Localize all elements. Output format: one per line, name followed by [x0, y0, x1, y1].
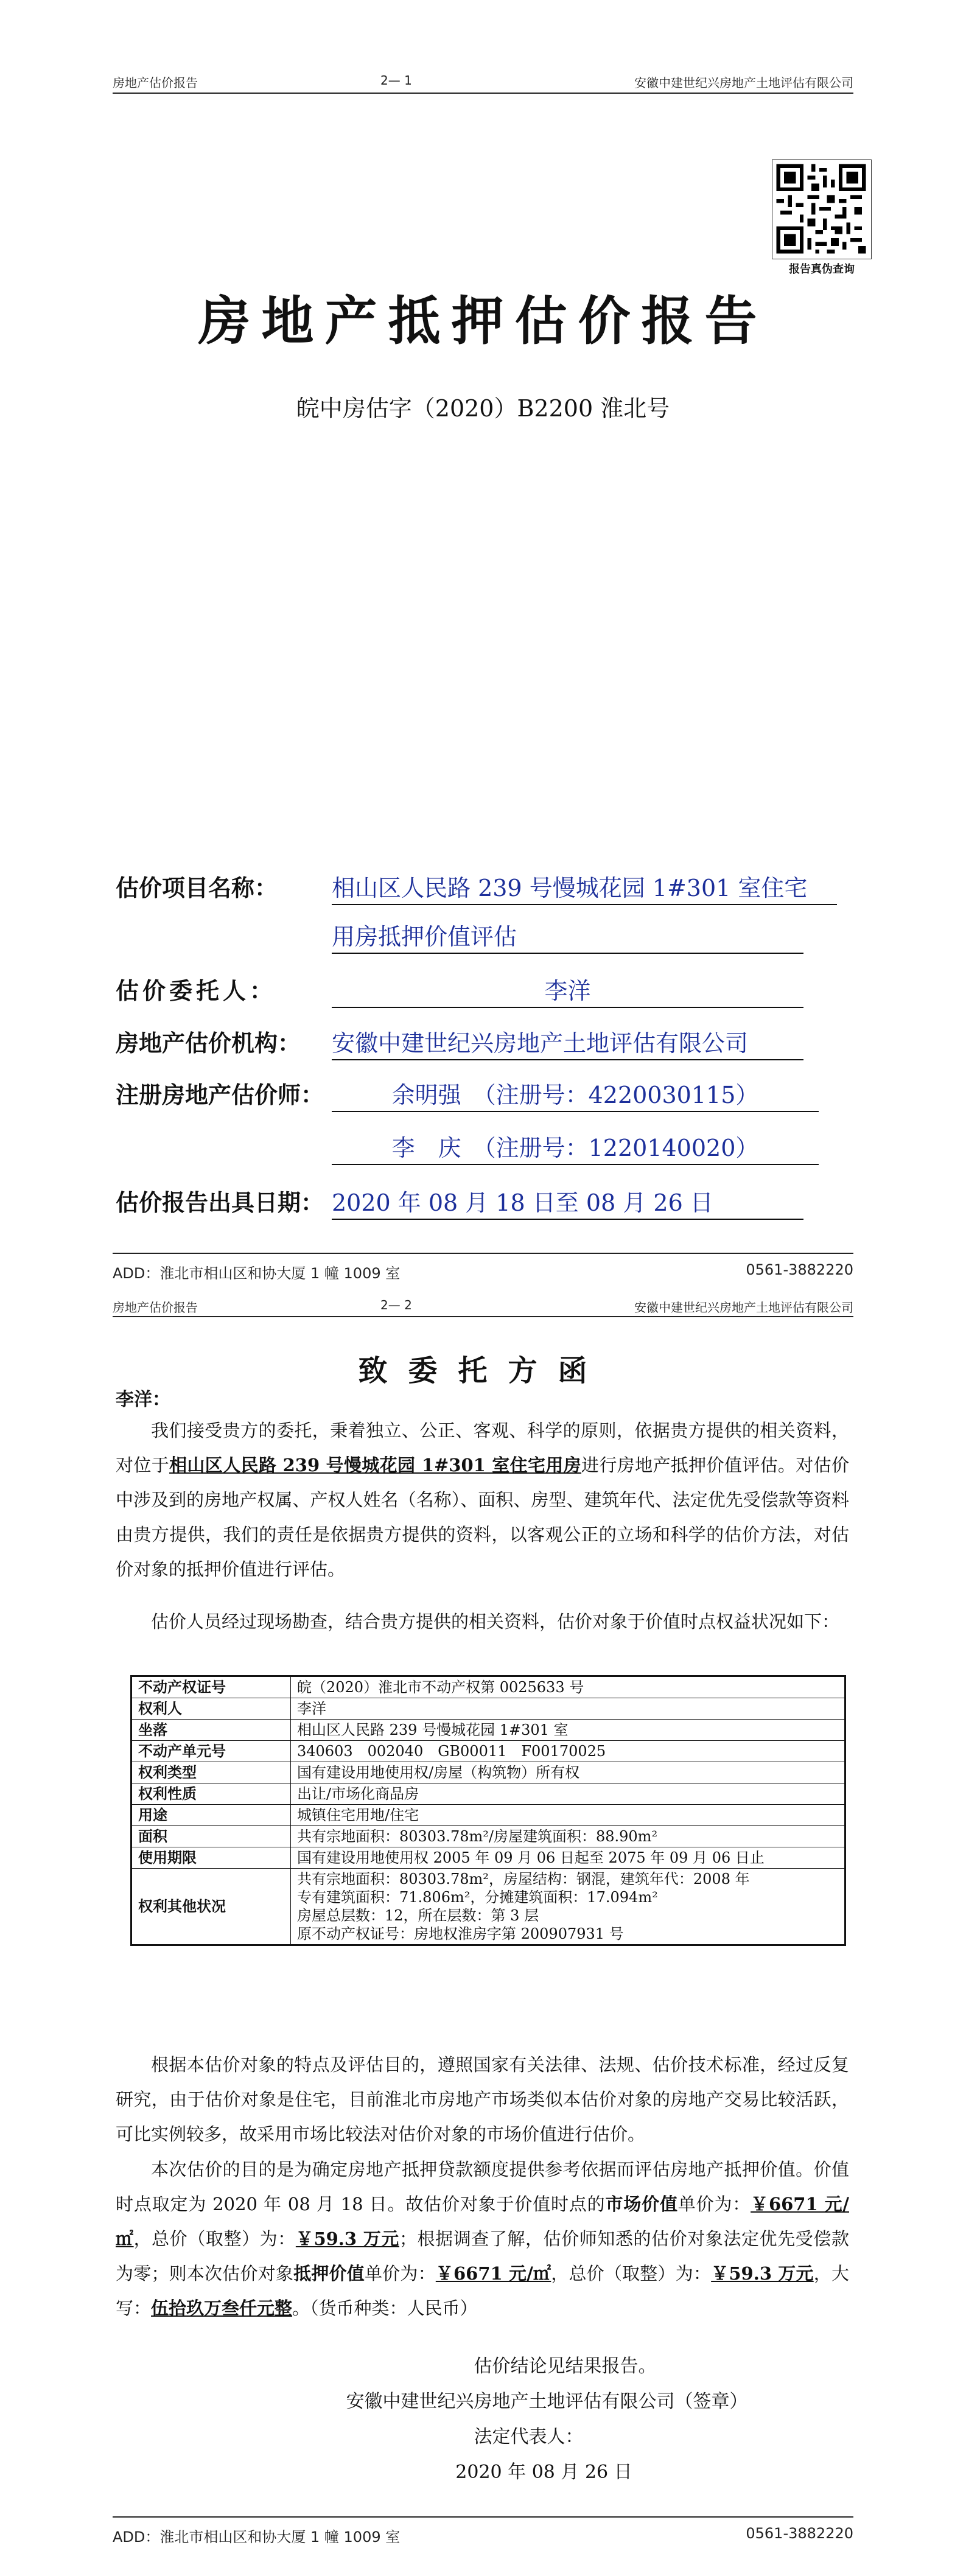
table-row — [131, 1869, 845, 1945]
market-unit-price: ￥6671 元/㎡ — [116, 2194, 849, 2249]
table-value-cell — [291, 1698, 845, 1720]
date-label: 估价报告出具日期： — [116, 1189, 324, 1216]
table-value-line: 国有建设用地使用权 2005 年 09 月 06 日起至 2075 年 09 月 06 日止 — [297, 1849, 765, 1866]
intro-text: 我们接受贵方的委托，秉着独立、公正、客观、科学的原则，依据贵方提供的相关资料，对位于 — [116, 1420, 849, 1475]
table-key-cell: 权利人 — [131, 1698, 291, 1720]
table-value-cell — [291, 1762, 845, 1783]
footer-rule — [113, 2516, 853, 2518]
report-title: 房地产抵押估价报告 — [198, 290, 768, 352]
valuation-text: ，总价（取整）为： — [133, 2228, 296, 2249]
mortgage-unit-price: ￥6671 元/㎡ — [435, 2263, 551, 2284]
footer-address: ADD：淮北市相山区和协大厦 1 幢 1009 室 — [113, 1265, 401, 1282]
header-left-text: 房地产估价报告 — [113, 75, 198, 90]
qr-caption: 报告真伪查询 — [789, 263, 855, 276]
table-key-cell: 使用期限 — [131, 1847, 291, 1869]
table-key-cell: 面积 — [131, 1826, 291, 1847]
intro-text-cont: 进行房地产抵押价值评估。对估价中涉及到的房地产权属、产权人姓名（名称）、面积、房型、建筑年代、法定优先受偿款等资料由贵方提供，我们的责任是依据贵方提供的资料，以客观公正的立场和科学的估价方法，对估价对象的抵押价值进行评估。 — [116, 1455, 849, 1580]
footer-phone: 0561-3882220 — [746, 1261, 853, 1278]
table-row — [131, 1698, 845, 1720]
header-rule — [113, 93, 853, 94]
legal-representative: 法定代表人： — [474, 2426, 584, 2448]
signature-date: 2020 年 08 月 26 日 — [455, 2462, 632, 2483]
table-row — [131, 1847, 845, 1869]
table-value-cell — [291, 1783, 845, 1805]
valuation-text: ，总价（取整）为： — [551, 2263, 712, 2284]
table-value-line: 国有建设用地使用权/房屋（构筑物）所有权 — [297, 1764, 580, 1781]
table-value-line: 出让/市场化商品房 — [297, 1785, 419, 1802]
table-value-line: 相山区人民路 239 号慢城花园 1#301 室 — [297, 1721, 569, 1738]
table-row — [131, 1783, 845, 1805]
footer-phone: 0561-3882220 — [746, 2525, 853, 2542]
mortgage-value-label: 抵押价值 — [293, 2263, 365, 2284]
table-key-cell: 坐落 — [131, 1720, 291, 1741]
table-key-cell: 权利其他状况 — [131, 1869, 291, 1945]
paragraph-intro — [116, 1413, 849, 1587]
table-value-line: 李洋 — [297, 1700, 326, 1717]
table-row — [131, 1805, 845, 1826]
letter-title: 致委托方函 — [358, 1354, 608, 1388]
agency-label: 房地产估价机构： — [116, 1029, 301, 1057]
amount-in-words: 伍拾玖万叁仟元整 — [151, 2298, 293, 2319]
agency-value: 安徽中建世纪兴房地产土地评估有限公司 — [332, 1024, 803, 1060]
valuation-text: 单价为： — [364, 2263, 436, 2284]
table-row — [131, 1826, 845, 1847]
table-row — [131, 1720, 845, 1741]
appraiser-2: 李 庆 （注册号：1220140020） — [332, 1129, 819, 1165]
footer-rule — [113, 1253, 853, 1254]
table-value-cell — [291, 1805, 845, 1826]
project-name-line2: 用房抵押价值评估 — [332, 918, 803, 954]
company-signature: 安徽中建世纪兴房地产土地评估有限公司（签章） — [346, 2391, 748, 2412]
conclusion-note: 估价结论见结果报告。 — [474, 2356, 657, 2377]
table-value-line: 共有宗地面积：80303.78m²，房屋结构：钢混，建筑年代：2008 年 — [297, 1871, 750, 1888]
date-value: 2020 年 08 月 18 日至 08 月 26 日 — [332, 1184, 803, 1220]
table-key-cell: 不动产权证号 — [131, 1676, 291, 1698]
table-value-cell — [291, 1869, 845, 1945]
page-number: 2— 1 — [380, 73, 412, 88]
header-left-text: 房地产估价报告 — [113, 1300, 198, 1315]
salutation: 李洋： — [116, 1389, 170, 1410]
client-label: 估价委托人： — [116, 977, 277, 1004]
client-value: 李洋 — [332, 972, 803, 1008]
valuation-text: 。（货币种类：人民币） — [292, 2298, 478, 2319]
property-address: 相山区人民路 239 号慢城花园 1#301 室住宅用房 — [169, 1455, 582, 1475]
page-number: 2— 2 — [380, 1298, 412, 1312]
table-row — [131, 1741, 845, 1762]
table-value-cell — [291, 1676, 845, 1698]
table-key-cell: 权利类型 — [131, 1762, 291, 1783]
header-company: 安徽中建世纪兴房地产土地评估有限公司 — [634, 1300, 853, 1315]
table-key-cell: 不动产单元号 — [131, 1741, 291, 1762]
market-total-price: ￥59.3 万元 — [295, 2228, 399, 2249]
table-value-cell — [291, 1847, 845, 1869]
header-company: 安徽中建世纪兴房地产土地评估有限公司 — [634, 75, 853, 90]
table-key-cell: 权利性质 — [131, 1783, 291, 1805]
table-value-cell — [291, 1741, 845, 1762]
mortgage-total-price: ￥59.3 万元 — [711, 2263, 814, 2284]
table-value-cell — [291, 1720, 845, 1741]
table-value-line: 房屋总层数：12，所在层数：第 3 层 — [297, 1907, 539, 1924]
project-name-line1: 相山区人民路 239 号慢城花园 1#301 室住宅 — [332, 869, 837, 905]
rights-status-table — [130, 1675, 846, 1946]
table-key-cell: 用途 — [131, 1805, 291, 1826]
table-row — [131, 1676, 845, 1698]
paragraph-valuation — [116, 2152, 849, 2326]
paragraph-survey: 估价人员经过现场勘查，结合贵方提供的相关资料，估价对象于价值时点权益状况如下： — [151, 1611, 840, 1632]
table-value-line: 城镇住宅用地/住宅 — [297, 1807, 419, 1824]
table-value-line: 340603 002040 GB00011 F00170025 — [297, 1743, 606, 1760]
header-rule — [113, 1316, 853, 1317]
document-number: 皖中房估字（2020）B2200 淮北号 — [296, 395, 670, 422]
footer-address: ADD：淮北市相山区和协大厦 1 幢 1009 室 — [113, 2529, 401, 2546]
table-value-line: 共有宗地面积：80303.78m²/房屋建筑面积：88.90m² — [297, 1828, 658, 1845]
market-value-label: 市场价值 — [605, 2194, 678, 2214]
valuation-text: ；根据调查了解，估价师知悉的估价对象法定优先受偿款为零；则本次估价对象 — [116, 2228, 849, 2284]
table-value-line: 原不动产权证号：房地权淮房字第 200907931 号 — [297, 1925, 624, 1942]
valuation-text: 本次估价的目的是为确定房地产抵押贷款额度提供参考依据而评估房地产抵押价值。价值时点取定为 2020 年 08 月 18 日。故估价对象于价值时点的 — [116, 2159, 849, 2214]
valuation-text: 单价为： — [677, 2194, 751, 2214]
table-row — [131, 1762, 845, 1783]
table-value-cell — [291, 1826, 845, 1847]
project-label: 估价项目名称： — [116, 874, 278, 901]
appraiser-1: 余明强 （注册号：4220030115） — [332, 1076, 819, 1112]
paragraph-method: 根据本估价对象的特点及评估目的，遵照国家有关法律、法规、估价技术标准，经过反复研究，由于估价对象是住宅，目前淮北市房地产市场类似本估价对象的房地产交易比较活跃，可比实例较多，故采用市场比较法对估价对象的市场价值进行估价。 — [116, 2054, 849, 2144]
qr-code-icon[interactable] — [772, 159, 872, 259]
valuation-text: ，大写： — [116, 2263, 849, 2319]
table-value-line: 皖（2020）淮北市不动产权第 0025633 号 — [297, 1679, 584, 1696]
table-value-line: 专有建筑面积：71.806m²，分摊建筑面积：17.094m² — [297, 1889, 658, 1906]
appraiser-label: 注册房地产估价师： — [116, 1081, 324, 1108]
